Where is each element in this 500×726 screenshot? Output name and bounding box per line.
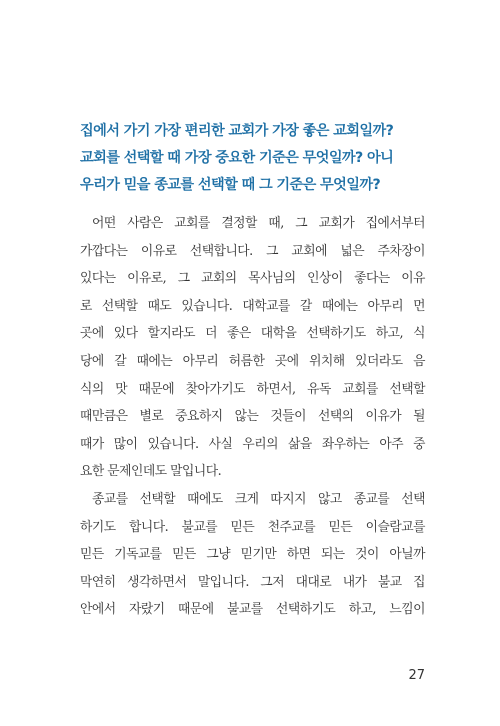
body-line: 때만큼은 별로 중요하지 않는 것들이 선택의 이유가 될 xyxy=(80,409,425,425)
body-line: 종교를 선택할 때에도 크게 따지지 않고 종교를 선택 xyxy=(92,491,425,507)
chapter-headline xyxy=(80,118,425,199)
body-line: 하기도 합니다. 불교를 믿든 천주교를 믿든 이슬람교를 xyxy=(80,519,425,535)
body-line: 어떤 사람은 교회를 결정할 때, 그 교회가 집에서부터 xyxy=(92,216,425,231)
headline-line: 교회를 선택할 때 가장 중요한 기준은 무엇일까? 아니 xyxy=(80,150,394,166)
headline-line: 우리가 믿을 종교를 선택할 때 그 기준은 무엇일까? xyxy=(80,177,381,193)
body-line: 안에서 자랐기 때문에 불교를 선택하기도 하고, 느낌이 xyxy=(80,602,425,618)
body-line: 있다는 이유로, 그 교회의 목사님의 인상이 좋다는 이유 xyxy=(80,271,425,287)
body-line: 식의 맛 때문에 찾아가기도 하면서, 유독 교회를 선택할 xyxy=(80,381,425,397)
body-line: 믿든 기독교를 믿든 그냥 믿기만 하면 되는 것이 아닐까 xyxy=(80,547,425,563)
body-line: 곳에 있다 할지라도 더 좋은 대학을 선택하기도 하고, 식 xyxy=(80,326,425,342)
body-line: 막연히 생각하면서 말입니다. 그저 대대로 내가 불교 집 xyxy=(80,574,425,590)
body-line: 때가 많이 있습니다. 사실 우리의 삶을 좌우하는 아주 중 xyxy=(80,436,425,452)
body-line: 요한 문제인데도 말입니다. xyxy=(80,464,222,480)
headline-line: 집에서 가기 가장 편리한 교회가 가장 좋은 교회일까? xyxy=(80,123,394,139)
body-line: 당에 갈 때에는 아무리 허름한 곳에 위치해 있더라도 음 xyxy=(80,353,425,369)
body-line: 로 선택할 때도 있습니다. 대학교를 갈 때에는 아무리 먼 xyxy=(80,298,425,314)
page-number: 27 xyxy=(408,668,425,683)
body-line: 가깝다는 이유로 선택합니다. 그 교회에 넓은 주차장이 xyxy=(80,243,425,259)
body-paragraphs xyxy=(80,210,425,624)
